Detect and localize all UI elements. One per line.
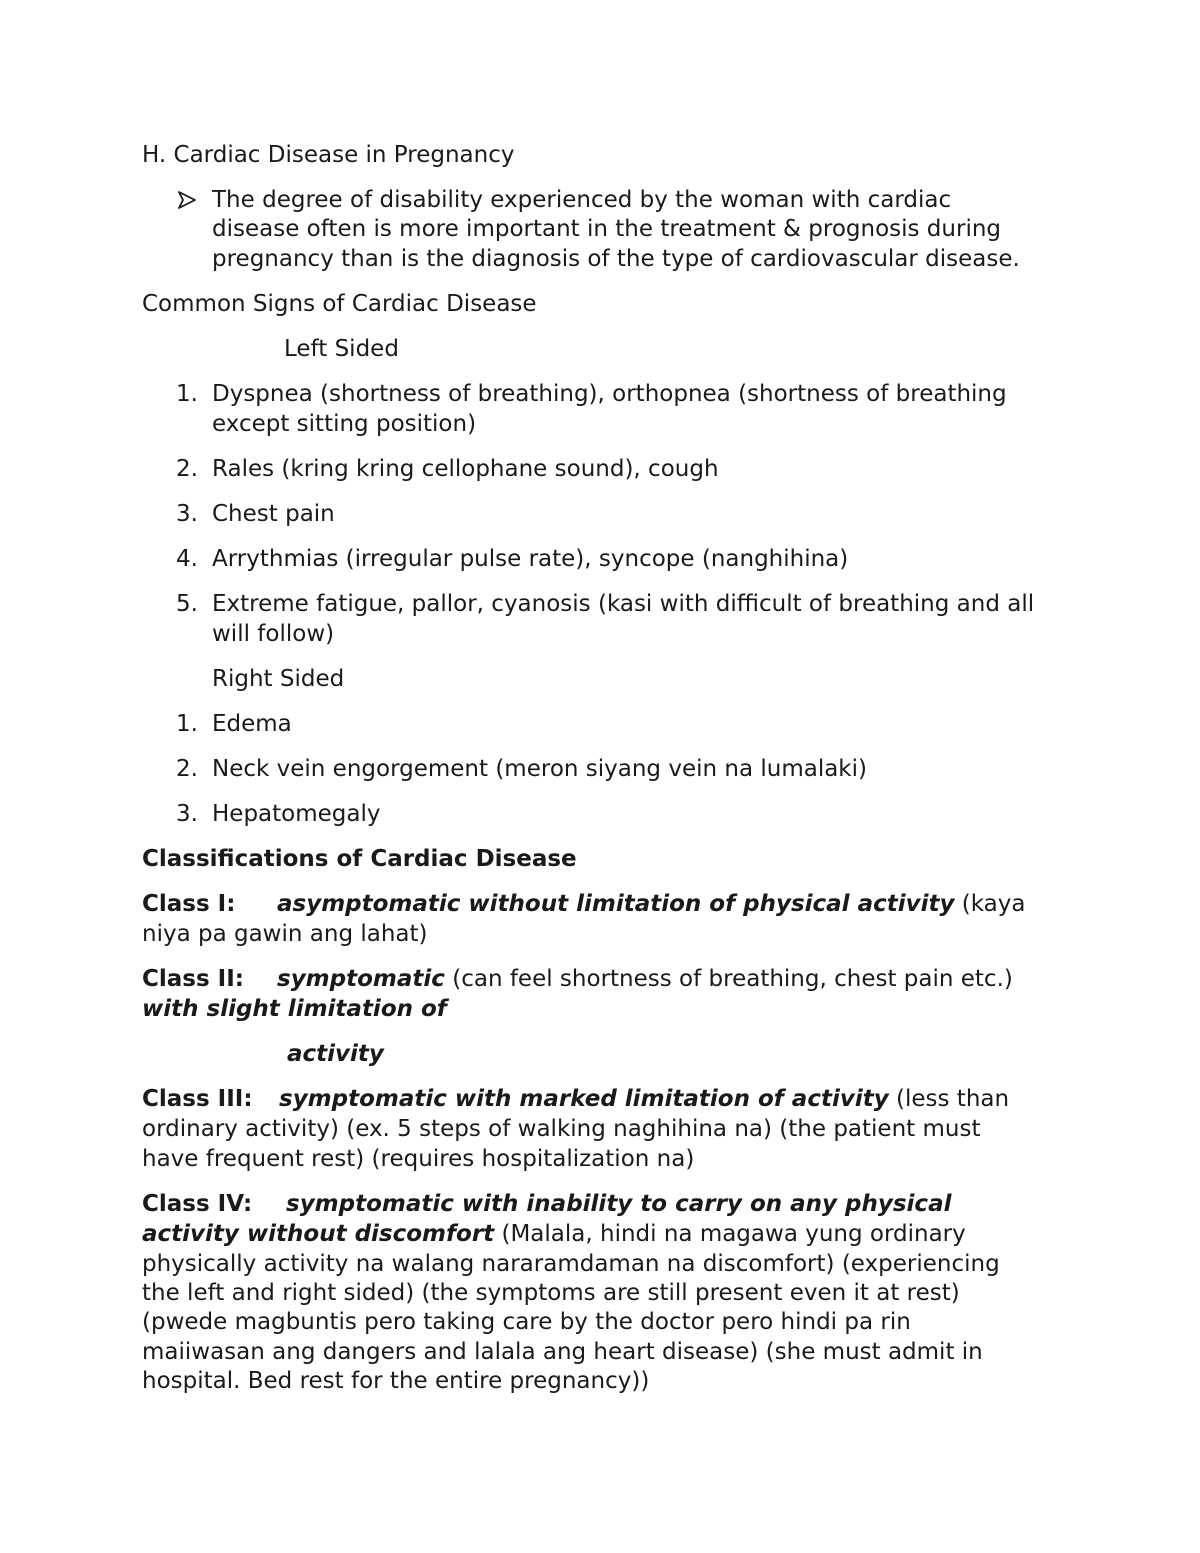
- bullet-line-1: The degree of disability experienced by the woman with cardiac: [212, 187, 952, 213]
- list-number: 3.: [176, 501, 198, 527]
- classifications-title: Classifications of Cardiac Disease: [142, 846, 577, 872]
- class-note-line: maiiwasan ang dangers and lalala ang heart disease) (she must admit in: [142, 1339, 983, 1365]
- class-note-line: ordinary activity) (ex. 5 steps of walking naghihina na) (the patient must: [142, 1116, 981, 1142]
- list-item: Hepatomegaly: [212, 801, 381, 827]
- class-note-line: have frequent rest) (requires hospitalization na): [142, 1146, 695, 1172]
- common-signs-title: Common Signs of Cardiac Disease: [142, 291, 537, 317]
- class-description: [279, 1084, 1009, 1114]
- class-description: [142, 1219, 966, 1249]
- bullet-line-3: pregnancy than is the diagnosis of the type of cardiovascular disease.: [212, 246, 1020, 272]
- bullet-line-2: disease often is more important in the treatment & prognosis during: [212, 216, 1002, 242]
- class-emphasis: symptomatic with inability to carry on any physical: [286, 1191, 952, 1217]
- class-note-line: physically activity na walang nararamdaman na discomfort) (experiencing: [142, 1251, 1000, 1277]
- class-label: Class II:: [142, 966, 244, 992]
- class-emphasis: activity without discomfort: [142, 1221, 495, 1247]
- section-heading: H. Cardiac Disease in Pregnancy: [142, 142, 515, 168]
- class-label: Class I:: [142, 891, 236, 917]
- right-sided-title: Right Sided: [212, 666, 345, 692]
- class-note-line: niya pa gawin ang lahat): [142, 921, 428, 947]
- list-item-continuation: except sitting position): [212, 411, 477, 437]
- class-note-line: the left and right sided) (the symptoms are still present even it at rest): [142, 1280, 960, 1306]
- list-item: Dyspnea (shortness of breathing), orthopnea (shortness of breathing: [212, 381, 1007, 407]
- arrow-bullet-icon: [176, 189, 198, 211]
- class-description: [277, 889, 1025, 919]
- list-number: 4.: [176, 546, 198, 572]
- class-emphasis: asymptomatic without limitation of physical activity: [277, 891, 955, 917]
- class-note: (Malala, hindi na magawa yung ordinary: [494, 1221, 966, 1247]
- class-note-line: hospital. Bed rest for the entire pregnancy)): [142, 1368, 650, 1394]
- list-item: Chest pain: [212, 501, 335, 527]
- list-item: Edema: [212, 711, 292, 737]
- list-number: 5.: [176, 591, 198, 617]
- list-number: 2.: [176, 756, 198, 782]
- list-item: Arrythmias (irregular pulse rate), syncope (nanghihina): [212, 546, 849, 572]
- class-emphasis: symptomatic with marked limitation of activity: [279, 1086, 889, 1112]
- list-number: 1.: [176, 711, 198, 737]
- class-emphasis-line: with slight limitation of: [142, 996, 447, 1022]
- class-emphasis-line: activity: [287, 1041, 384, 1067]
- list-item: Rales (kring kring cellophane sound), cough: [212, 456, 719, 482]
- class-note-line: (pwede magbuntis pero taking care by the doctor pero hindi pa rin: [142, 1309, 911, 1335]
- class-label: Class III:: [142, 1086, 253, 1112]
- class-note: (kaya: [954, 891, 1026, 917]
- class-label: Class IV:: [142, 1191, 253, 1217]
- class-note: (can feel shortness of breathing, chest pain etc.): [444, 966, 1013, 992]
- list-item: Extreme fatigue, pallor, cyanosis (kasi with difficult of breathing and all: [212, 591, 1035, 617]
- class-note: (less than: [888, 1086, 1010, 1112]
- class-description: [277, 964, 1013, 994]
- list-number: 1.: [176, 381, 198, 407]
- list-number: 3.: [176, 801, 198, 827]
- left-sided-title: Left Sided: [284, 336, 399, 362]
- list-item: Neck vein engorgement (meron siyang vein na lumalaki): [212, 756, 867, 782]
- list-item-continuation: will follow): [212, 621, 335, 647]
- class-emphasis: symptomatic: [277, 966, 445, 992]
- list-number: 2.: [176, 456, 198, 482]
